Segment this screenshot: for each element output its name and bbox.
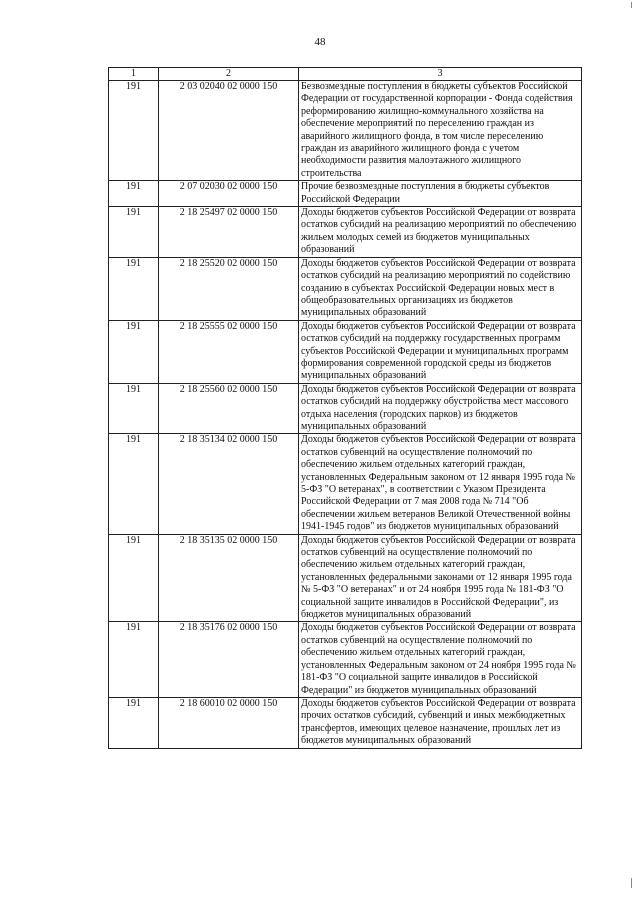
table-row: [109, 257, 582, 320]
revenue-name-cell: Доходы бюджетов субъектов Российской Федерации от возврата остатков субсидий на поддержку обустройства мест массового отдыха населения (городских парков) из бюджетов муниципальных образований: [299, 383, 582, 434]
revenue-name-cell: Доходы бюджетов субъектов Российской Федерации от возврата остатков субвенций на осуществление полномочий по обеспечению жильем отдельных категорий граждан, установленных Федеральным законом от 24 ноября 1995 года № 181-ФЗ "О социальной защите инвалидов в Российской Федерации" из бюджетов муниципальных образований: [299, 622, 582, 697]
admin-code-cell: 191: [109, 207, 159, 258]
revenue-name-cell: Доходы бюджетов субъектов Российской Федерации от возврата остатков субсидий на поддержку государственных программ субъектов Российской Федерации и муниципальных программ формирования современной городской среды из бюджетов муниципальных образований: [299, 320, 582, 383]
revenue-name-cell: Безвозмездные поступления в бюджеты субъектов Российской Федерации от государственной корпорации - Фонда содействия реформированию жилищно-коммунального хозяйства на обеспечение мероприятий по переселению граждан из аварийного жилищного фонда, в том числе переселению граждан из аварийного жилищного фонда с учетом необходимости развития малоэтажного жилищного строительства: [299, 81, 582, 181]
table-row: [109, 207, 582, 258]
header-col-3: 3: [299, 68, 582, 81]
revenue-code-cell: 2 18 35176 02 0000 150: [159, 622, 299, 697]
revenue-name-cell: Доходы бюджетов субъектов Российской Федерации от возврата прочих остатков субсидий, субвенций и иных межбюджетных трансфертов, имеющих целевое назначение, прошлых лет из бюджетов муниципальных образований: [299, 697, 582, 748]
revenue-code-cell: 2 18 25560 02 0000 150: [159, 383, 299, 434]
scan-edge-mark-top: [631, 2, 632, 8]
table-row: [109, 622, 582, 697]
admin-code-cell: 191: [109, 81, 159, 181]
scan-edge-mark-bottom: [631, 878, 632, 888]
page-number: 48: [314, 36, 326, 48]
revenue-name-cell: Доходы бюджетов субъектов Российской Федерации от возврата остатков субвенций на осуществление полномочий по обеспечению жильем отдельных категорий граждан, установленных федеральными законами от 12 января 1995 года № 5-ФЗ "О ветеранах" и от 24 ноября 1995 года № 181-ФЗ "О социальной защите инвалидов в Российской Федерации", из бюджетов муниципальных образований: [299, 534, 582, 622]
budget-revenue-table: [108, 67, 582, 749]
revenue-code-cell: 2 18 35134 02 0000 150: [159, 434, 299, 534]
revenue-code-cell: 2 18 25520 02 0000 150: [159, 257, 299, 320]
revenue-name-cell: Доходы бюджетов субъектов Российской Федерации от возврата остатков субсидий на реализацию мероприятий по обеспечению жильем молодых семей из бюджетов муниципальных образований: [299, 207, 582, 258]
table-row: [109, 181, 582, 207]
table-header-row: [109, 68, 582, 81]
table-row: [109, 434, 582, 534]
admin-code-cell: 191: [109, 383, 159, 434]
admin-code-cell: 191: [109, 257, 159, 320]
admin-code-cell: 191: [109, 697, 159, 748]
revenue-code-cell: 2 18 35135 02 0000 150: [159, 534, 299, 622]
revenue-code-cell: 2 03 02040 02 0000 150: [159, 81, 299, 181]
table-row: [109, 383, 582, 434]
revenue-code-cell: 2 18 60010 02 0000 150: [159, 697, 299, 748]
admin-code-cell: 191: [109, 434, 159, 534]
revenue-name-cell: Прочие безвозмездные поступления в бюджеты субъектов Российской Федерации: [299, 181, 582, 207]
table-row: [109, 81, 582, 181]
admin-code-cell: 191: [109, 320, 159, 383]
revenue-name-cell: Доходы бюджетов субъектов Российской Федерации от возврата остатков субвенций на осуществление полномочий по обеспечению жильем отдельных категорий граждан, установленных Федеральным законом от 12 января 1995 года № 5-ФЗ "О ветеранах", в соответствии с Указом Президента Российской Федерации от 7 мая 2008 года № 714 "Об обеспечении жильем ветеранов Великой Отечественной войны 1941-1945 годов" из бюджетов муниципальных образований: [299, 434, 582, 534]
header-col-1: 1: [109, 68, 159, 81]
revenue-code-cell: 2 18 25555 02 0000 150: [159, 320, 299, 383]
revenue-code-cell: 2 18 25497 02 0000 150: [159, 207, 299, 258]
table-row: [109, 697, 582, 748]
header-col-2: 2: [159, 68, 299, 81]
table-row: [109, 534, 582, 622]
revenue-code-cell: 2 07 02030 02 0000 150: [159, 181, 299, 207]
table-row: [109, 320, 582, 383]
revenue-name-cell: Доходы бюджетов субъектов Российской Федерации от возврата остатков субсидий на реализацию мероприятий по содействию созданию в субъектах Российской Федерации новых мест в общеобразовательных организациях из бюджетов муниципальных образований: [299, 257, 582, 320]
admin-code-cell: 191: [109, 622, 159, 697]
admin-code-cell: 191: [109, 534, 159, 622]
admin-code-cell: 191: [109, 181, 159, 207]
